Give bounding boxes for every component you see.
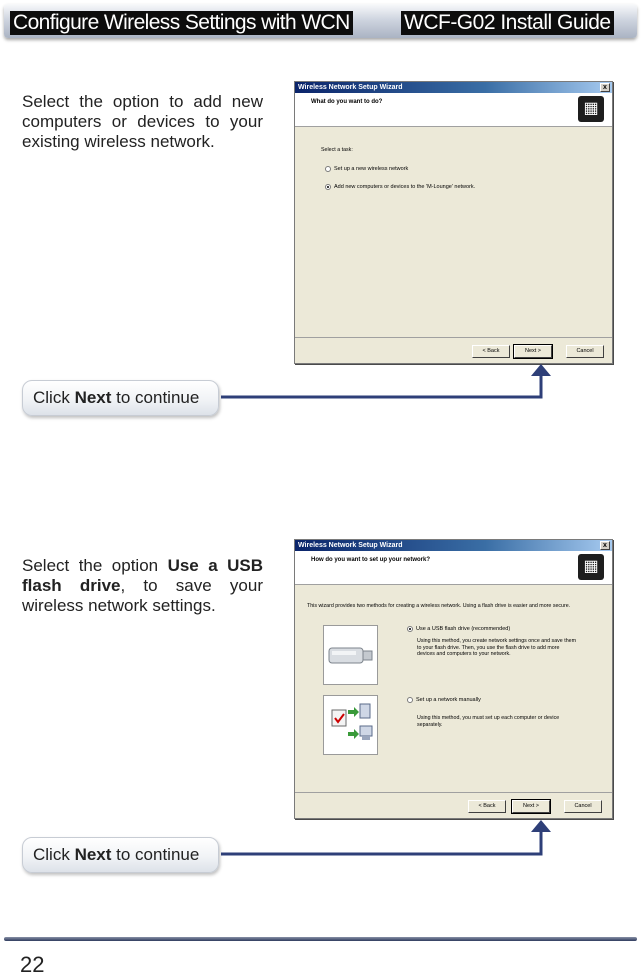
dialog-header bbox=[295, 551, 612, 585]
callout-bold: Next bbox=[74, 388, 112, 407]
option-label: Use a USB flash drive (recommended) bbox=[416, 626, 511, 632]
option-label: Set up a network manually bbox=[416, 697, 481, 703]
next-button[interactable]: Next > bbox=[514, 345, 552, 358]
wireless-setup-icon: ▦ bbox=[578, 554, 604, 580]
cancel-button[interactable]: Cancel bbox=[564, 800, 602, 813]
back-button[interactable]: < Back bbox=[472, 345, 510, 358]
dialog-question: What do you want to do? bbox=[311, 99, 383, 105]
wireless-setup-icon: ▦ bbox=[578, 96, 604, 122]
dialog-question: How do you want to set up your network? bbox=[311, 557, 431, 563]
option-new-network[interactable] bbox=[325, 166, 408, 172]
paragraph-prefix: Select the option bbox=[22, 556, 168, 575]
page-number: 22 bbox=[20, 952, 45, 976]
close-icon[interactable]: x bbox=[600, 83, 610, 92]
next-button[interactable]: Next > bbox=[512, 800, 550, 813]
dialog-footer bbox=[295, 792, 612, 818]
dialog-header bbox=[295, 93, 612, 127]
callout-prefix: Click bbox=[33, 388, 75, 407]
option-add-devices[interactable] bbox=[325, 184, 475, 190]
radio-button[interactable] bbox=[407, 697, 413, 703]
callout-suffix: to continue bbox=[111, 388, 200, 407]
dialog-footer bbox=[295, 337, 612, 363]
option-manual-setup[interactable] bbox=[407, 697, 481, 703]
radio-button-selected[interactable] bbox=[325, 184, 331, 190]
callout-bold: Next bbox=[74, 845, 112, 864]
dialog-title: Wireless Network Setup Wizard bbox=[298, 542, 403, 549]
arrowhead-1 bbox=[531, 364, 551, 376]
instruction-paragraph-1: Select the option to add new computers or devices to your existing wireless network. bbox=[22, 92, 263, 151]
callout-suffix: to continue bbox=[111, 845, 200, 864]
wizard-dialog-2 bbox=[294, 539, 613, 819]
option-description: Using this method, you must set up each computer or device separately. bbox=[417, 715, 560, 728]
arrow-to-next-1 bbox=[221, 374, 541, 397]
header-right-title: WCF-G02 Install Guide bbox=[401, 11, 614, 35]
header-left-title: Configure Wireless Settings with WCN bbox=[10, 11, 353, 35]
callout-click-next-1 bbox=[22, 380, 219, 416]
back-button[interactable]: < Back bbox=[468, 800, 506, 813]
callout-click-next-2 bbox=[22, 837, 219, 873]
computers-network-icon bbox=[323, 695, 378, 755]
close-icon[interactable]: x bbox=[600, 541, 610, 550]
cancel-button[interactable]: Cancel bbox=[566, 345, 604, 358]
option-usb-flash-drive[interactable] bbox=[407, 626, 510, 632]
radio-button-selected[interactable] bbox=[407, 626, 413, 632]
task-label: Select a task: bbox=[321, 147, 353, 153]
dialog-titlebar bbox=[295, 540, 612, 551]
option-description: Using this method, you create network settings once and save them to your flash drive. Then, you use the flash drive to add more devices and computers to your network. bbox=[417, 638, 576, 657]
dialog-title: Wireless Network Setup Wizard bbox=[298, 84, 403, 91]
instruction-paragraph-2 bbox=[22, 556, 263, 616]
paragraph-bold: Use a USB flash drive bbox=[22, 556, 263, 595]
option-label: Add new computers or devices to the 'M-Lounge' network. bbox=[334, 184, 476, 190]
intro-text: This wizard provides two methods for creating a wireless network. Using a flash drive is easier and more secure. bbox=[307, 603, 571, 609]
callout-prefix: Click bbox=[33, 845, 75, 864]
usb-drive-icon bbox=[323, 625, 378, 685]
wizard-dialog-1 bbox=[294, 81, 613, 364]
arrow-to-next-2 bbox=[221, 830, 541, 854]
paragraph-suffix: , to save your wireless network settings. bbox=[22, 576, 263, 615]
footer-divider bbox=[4, 937, 637, 941]
dialog-titlebar bbox=[295, 82, 612, 93]
arrowhead-2 bbox=[531, 820, 551, 832]
radio-button[interactable] bbox=[325, 166, 331, 172]
option-label: Set up a new wireless network bbox=[334, 166, 409, 172]
page-header bbox=[4, 4, 637, 38]
